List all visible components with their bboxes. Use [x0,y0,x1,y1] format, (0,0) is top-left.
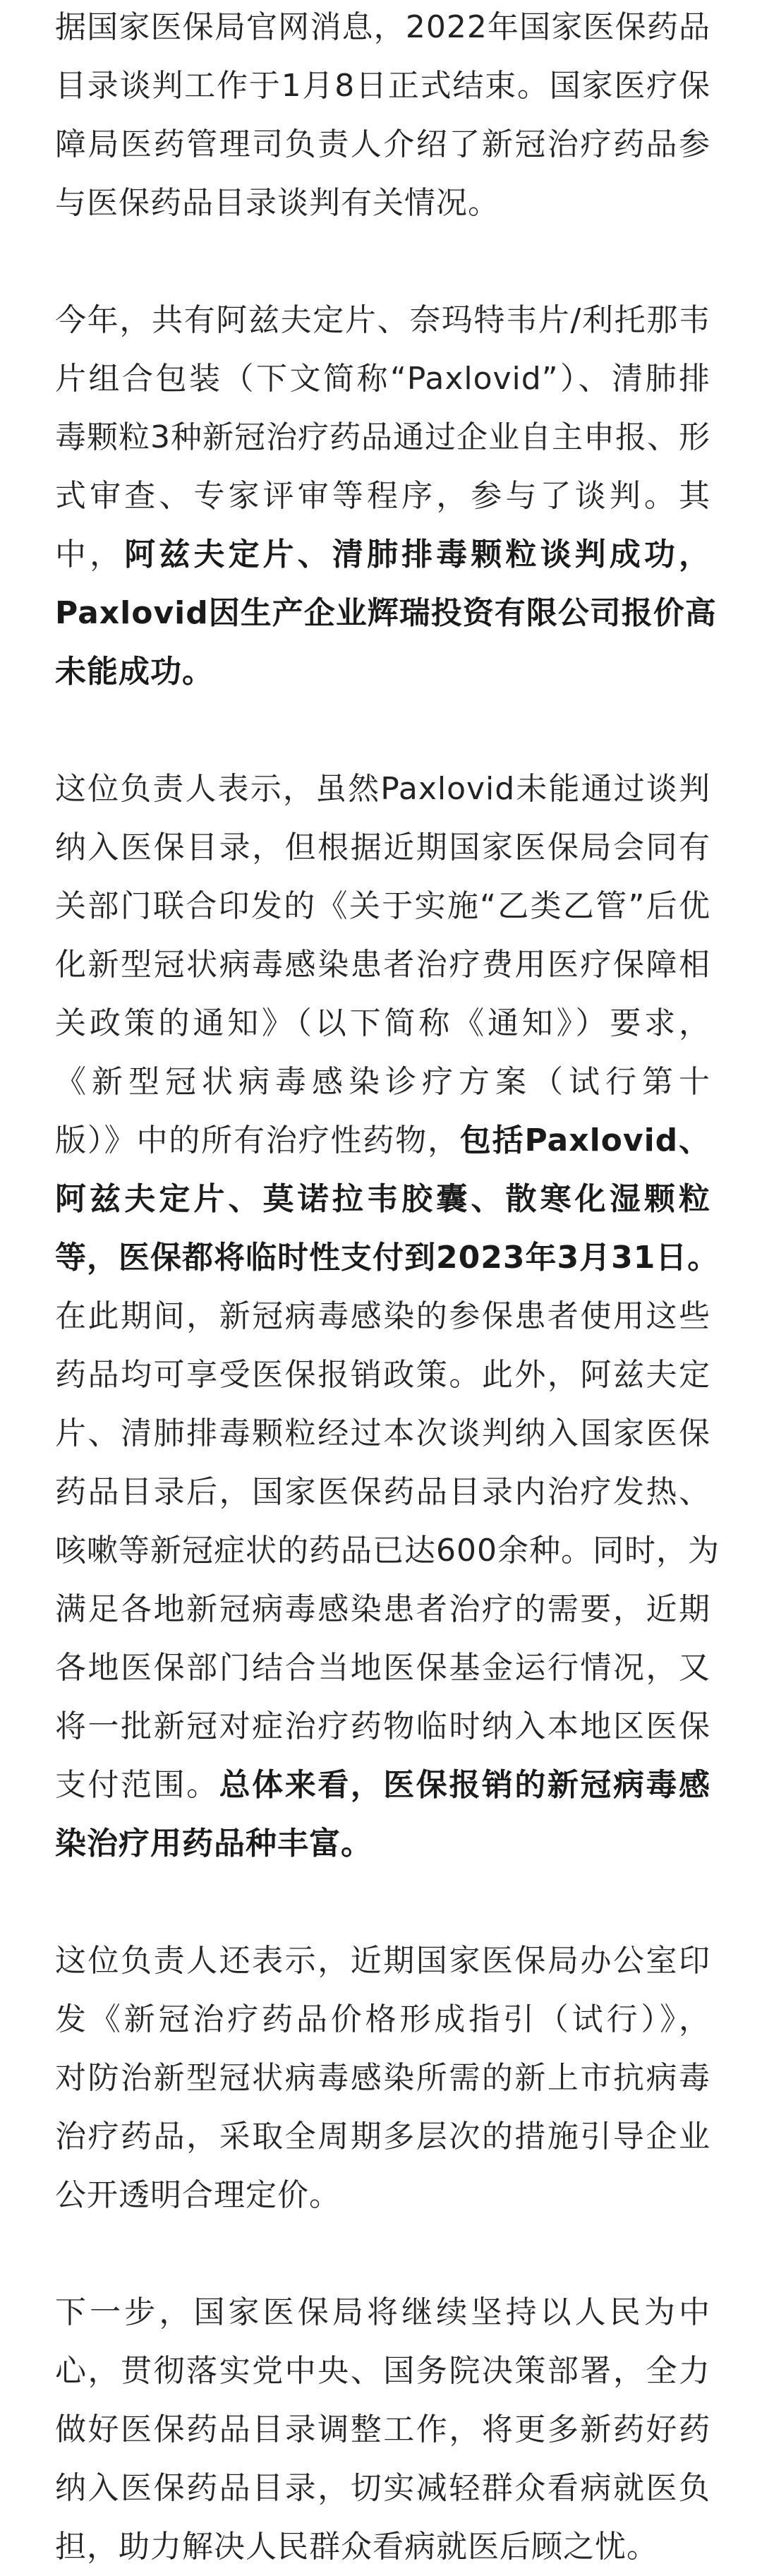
body-text: 支付范围。 [55,1767,219,1803]
bold-text: 等，医保都将临时性支付到2023年3月31日。 [55,1240,720,1276]
body-text: 将一批新冠对症治疗药物临时纳入本地区医保 [55,1708,710,1744]
body-text: 担，助力解决人民群众看病就医后顾之忧。 [55,2529,658,2565]
text-line [55,1170,710,1228]
body-text: 关部门联合印发的《关于实施“乙类乙管”后优 [55,888,710,924]
text-line [55,1814,710,1873]
text-line [55,1990,710,2049]
text-line [55,1580,710,1639]
body-text: 化新型冠状病毒感染患者治疗费用医疗保障相 [55,947,710,983]
text-line [55,2459,710,2517]
article-paragraph [55,2283,710,2576]
body-text: 中， [55,537,125,573]
body-text: 药品均可享受医保报销政策。此外，阿兹夫定 [55,1357,710,1393]
text-line [55,174,710,232]
body-text: 与医保药品目录谈判有关情况。 [55,185,500,221]
text-line [55,1404,710,1463]
body-text: 发《新冠治疗药品价格形成指引（试行）》， [55,2001,710,2037]
body-text: 对防治新型冠状病毒感染所需的新上市抗病毒 [55,2060,710,2096]
body-text: 心，贯彻落实党中央、国务院决策部署，全力 [55,2353,710,2389]
text-line [55,818,710,877]
body-text: 各地医保部门结合当地医保基金运行情况，又 [55,1650,710,1686]
bold-text: Paxlovid因生产企业辉瑞投资有限公司报价高 [55,595,717,631]
bold-text: 阿兹夫定片、清肺排毒颗粒谈判成功， [124,537,711,573]
text-line [55,584,717,642]
body-text: 障局医药管理司负责人介绍了新冠治疗药品参 [55,126,710,162]
text-line [55,1053,710,1111]
bold-text: 未能成功。 [55,654,214,690]
text-line [55,1346,710,1404]
bold-text: 包括Paxlovid、 [459,1122,710,1158]
body-text: 今年，共有阿兹夫定片、奈玛特韦片/利托那韦 [55,302,710,338]
text-line [55,1521,720,1580]
body-text: 关政策的通知》（以下简称《通知》）要求， [55,1005,710,1041]
bold-text: 染治疗用药品种丰富。 [55,1826,373,1862]
body-text: 片、清肺排毒颗粒经过本次谈判纳入国家医保 [55,1415,710,1451]
body-text: 在此期间，新冠病毒感染的参保患者使用这些 [55,1298,710,1334]
text-line [55,1228,720,1287]
text-line [55,1639,710,1697]
body-text: 据国家医保局官网消息，2022年国家医保药品 [55,9,710,45]
body-text: 治疗药品，采取全周期多层次的措施引导企业 [55,2119,710,2155]
body-text: 片组合包装（下文简称“Paxlovid”）、清肺排 [55,361,710,397]
text-line [55,2166,710,2224]
text-line [55,994,710,1053]
body-text: 目录谈判工作于1月8日正式结束。国家医疗保 [55,68,710,104]
text-line [55,349,710,408]
text-line [55,525,710,584]
text-line [55,877,710,935]
body-text: 满足各地新冠病毒感染患者治疗的需要，近期 [55,1591,710,1627]
text-line [55,467,710,525]
text-line [55,1931,710,1990]
text-line [55,935,710,994]
text-line [55,1463,710,1521]
body-text: 式审查、专家评审等程序，参与了谈判。其 [55,478,710,514]
text-line [55,760,710,818]
article-paragraph [55,1931,710,2224]
bold-text: 阿兹夫定片、莫诺拉韦胶囊、散寒化湿颗粒 [55,1181,710,1217]
text-line [55,2049,710,2107]
article-paragraph [55,760,720,1873]
body-text: 纳入医保目录，但根据近期国家医保局会同有 [55,829,710,865]
text-line [55,115,710,174]
article-paragraph [55,0,710,232]
body-text: 这位负责人还表示，近期国家医保局办公室印 [55,1943,710,1979]
article-paragraph [55,291,717,701]
text-line [55,642,710,701]
body-text: 公开透明合理定价。 [55,2177,341,2213]
body-text: 纳入医保药品目录，切实减轻群众看病就医负 [55,2470,710,2506]
text-line [55,291,710,349]
text-line [55,2400,710,2459]
body-text: 药品目录后，国家医保药品目录内治疗发热、 [55,1474,710,1510]
text-line [55,1697,710,1756]
body-text: 毒颗粒3种新冠治疗药品通过企业自主申报、形 [55,419,710,455]
text-line [55,2107,710,2166]
text-line [55,1287,710,1346]
text-line [55,2283,710,2342]
body-text: 咳嗽等新冠症状的药品已达600余种。同时，为 [55,1533,720,1569]
body-text: 下一步，国家医保局将继续坚持以人民为中 [55,2294,710,2330]
body-text: 版）》中的所有治疗性药物， [55,1122,460,1158]
body-text: 《新型冠状病毒感染诊疗方案（试行第十 [55,1064,710,1100]
text-line [55,408,710,467]
bold-text: 总体来看，医保报销的新冠病毒感 [219,1767,711,1803]
text-line [55,1756,710,1814]
text-line [55,2342,710,2400]
text-line [55,56,710,115]
text-line [55,2517,710,2576]
body-text: 这位负责人表示，虽然Paxlovid未能通过谈判 [55,771,710,807]
text-line [55,1111,710,1170]
text-line [55,0,710,56]
body-text: 做好医保药品目录调整工作，将更多新药好药 [55,2412,710,2448]
